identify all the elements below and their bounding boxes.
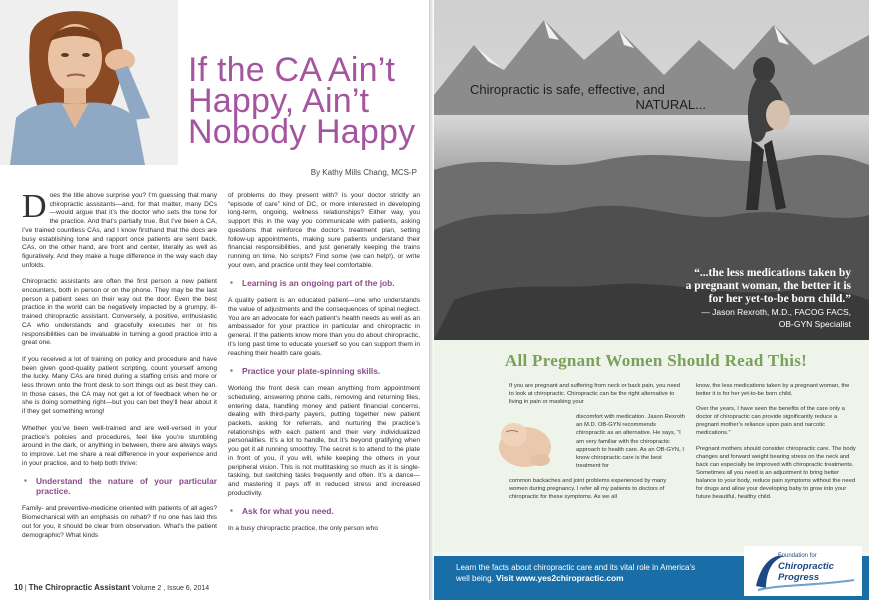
article-paragraph: Working the front desk can mean anything from appointment scheduling, answering phone calls, removing and returning files, entering data, handling money and patient financial concerns, dealing with third-party payers, putting together new patient packets, asking for referrals, and nurturing the practice’s relationships with each patient and their very individualized personalities. It’s a lot to handle, but it’s beyond gratifying when you get it all running smoothly. The secret is to attend to the plate in front of you, if you will, while keeping the others in your peripheral vision. This is not multitasking so much as it is single-tasking, but switching tasks frequently and often. It’s a dance—and mastering it pays off in reduced stress and increased productivity. [228,385,420,497]
worried-assistant-illustration [0,0,178,165]
logo-title: Chiropractic Progress [778,561,834,583]
right-page [434,0,869,600]
info-paragraph: Pregnant mothers should consider chiropractic care. The body changes and forward weight bearing stress on the neck and back can especially be improved with chiropractic treatments. Sometimes all you need is an adjustment to bring better balance to your body, reduce pain symptoms without the need for drugs and allow your developing baby to grow into your future beautiful, healthy child. [696,445,856,501]
cta-text [456,562,751,584]
quote-line-2: a pregnant woman, the better it is [685,280,851,292]
ca-photo [0,0,178,165]
article-column-1 [22,188,217,548]
footer-separator: | [24,585,27,592]
info-paragraph: Over the years, I have seen the benefits of the care only a doctor of chiropractic can provide significantly reduce a pregnant mother’s reliance upon pain and narcotic medications.” [696,406,845,437]
issue-info: Volume 2 , Issue 6, 2014 [132,585,210,592]
byline: By Kathy Mills Chang, MCS-P [310,168,417,177]
quote-line-1: “...the less medications taken by [694,267,851,279]
publication-name: The Chiropractic Assistant [28,583,131,592]
hero-tagline-line-2: NATURAL... [635,97,706,112]
subheading: ▪ Learning is an ongoing part of the job. [228,278,420,288]
section-title: All Pregnant Women Should Read This! [504,351,808,370]
article-paragraph: A quality patient is an educated patient—one who understands the value of adjustments and the consequences of spinal neglect. You are an advocate for each patient’s health needs as well as an ambassador for your practice in particular and chiropractic in general. If the patients know more than you do about chiropractic, it’s long past time to educate yourself so you can support them in reaching their health care goals. [228,297,420,357]
article-paragraph: of problems do they present with? Is your doctor strictly an “episode of care” kind of DC, or more interested in developing long-term, ongoing, wellness relationships? Either way, you support this in the way you communicate with patients, asking questions that reinforce the doctor’s treatment plan, setting follow-up appointments, making sure patients understand their financial responsibilities, and just generally keeping the trains running on time. No scripts? Find some (we can help!), or write your own, and practice until they feel comfortable. [228,192,420,269]
cta-line-1: Learn the facts about chiropractic care and its vital role in America’s [456,563,696,572]
headline-line-2: Happy, Ain’t [188,82,370,120]
hero-tagline [470,82,710,112]
info-paragraph: discomfort with medication. Jason Rexroth an M.D. OB-GYN recommends chiropractic as an alternative. He says, “I am very familiar with the chiropractic approach to health care. As an OB-GYN, I know chiropractic care is the best treatment for [576,414,685,469]
article-paragraph: Does the title above surprise you? I’m guessing that many chiropractic assistants—and, for that matter, many DCs—would argue that it’s the doctor who sets the tone for the practice. And that’s partially true. But I’ve been a CA, I’ve trained countless CAs, and I know firsthand that the docs are busy establishing tone and rapport once patients are sent back. CAs, on the other hand, are front and center, literally as well as figuratively. And they make a huge difference in the way each day unfolds. [22,188,217,269]
info-paragraph: common backaches and joint problems experienced by many women during pregnancy. I refer all my patients to doctors of chiropractic for these symptoms. As we all [509,477,667,501]
article-headline [188,51,423,151]
quote-attribution-1: — Jason Rexroth, M.D., FACOG FACS, [701,307,851,317]
subheading: ▪ Practice your plate-spinning skills. [228,366,420,376]
article-paragraph: If you received a lot of training on policy and procedure and have been given good-quality patient scripting, count yourself among the lucky. Many CAs are hired during a staffing crisis and more or less thrown onto the front desk to sort things out as best they can. In those cases, the CA may not get a lot of feedback when he or she is doing something right—but you can bet they’ll hear about it if they get something wrong! [22,355,217,416]
article-paragraph: In a busy chiropractic practice, the only person who [228,525,378,533]
headline-line-1: If the CA Ain’t [188,51,396,89]
article-paragraph: Chiropractic assistants are often the first person a new patient encounters, both in person or on the phone. They may be the last person a patient sees on their way out the door. Even the best practice in the world can be negatively impacted by a grumpy, ill-trained chiropractic assistant. Conversely, a positive, enthusiastic CA who understands and gracefully executes her or his responsibilities can be invaluable in turning a good practice into a great one. [22,278,217,347]
quote-attribution-2: OB-GYN Specialist [778,319,851,329]
subheading: ▪ Understand the nature of your particular practice. [22,476,217,496]
article-paragraph: Family- and preventive-medicine oriented with patients of all ages? Biomechanical with an emphasis on rehab? If no one has laid this out for you, it should be clear from observation. What’s the patient demographic? What kinds [22,505,217,539]
pull-quote [601,267,851,330]
info-column-1 [509,382,685,508]
headline-line-3: Nobody Happy [188,113,416,151]
article-paragraph: Whether you’ve been well-trained and are well-versed in your practice’s policies and procedures, feel like you’re stumbling around in the dark, or anything in between, there are always ways to improve. Let me share a real difference in your experience and in your practice, and to help both thrive: [22,424,217,467]
info-paragraph: If you are pregnant and suffering from neck or back pain, you need to look at chiropractic. Chiropractic can be the right alternative to living in pain or masking your [509,383,681,406]
info-paragraph: know, the less medications taken by a pregnant woman, the better it is for her yet-to-be born child. [696,383,850,398]
article-column-2 [228,192,420,542]
website-link[interactable]: Visit www.yes2chiropractic.com [496,573,624,583]
subheading: ▪ Ask for what you need. [228,506,420,516]
page-footer [14,583,209,592]
info-column-2 [696,382,856,508]
quote-line-3: for her yet-to-be born child.” [708,293,851,305]
drop-cap: D [22,188,47,225]
hero-tagline-line-1: Chiropractic is safe, effective, and [470,82,665,97]
page-number: 10 [14,583,23,592]
cta-line-2: well being. [456,574,494,583]
logo-small-text: Foundation for [778,553,817,559]
left-page [0,0,429,600]
